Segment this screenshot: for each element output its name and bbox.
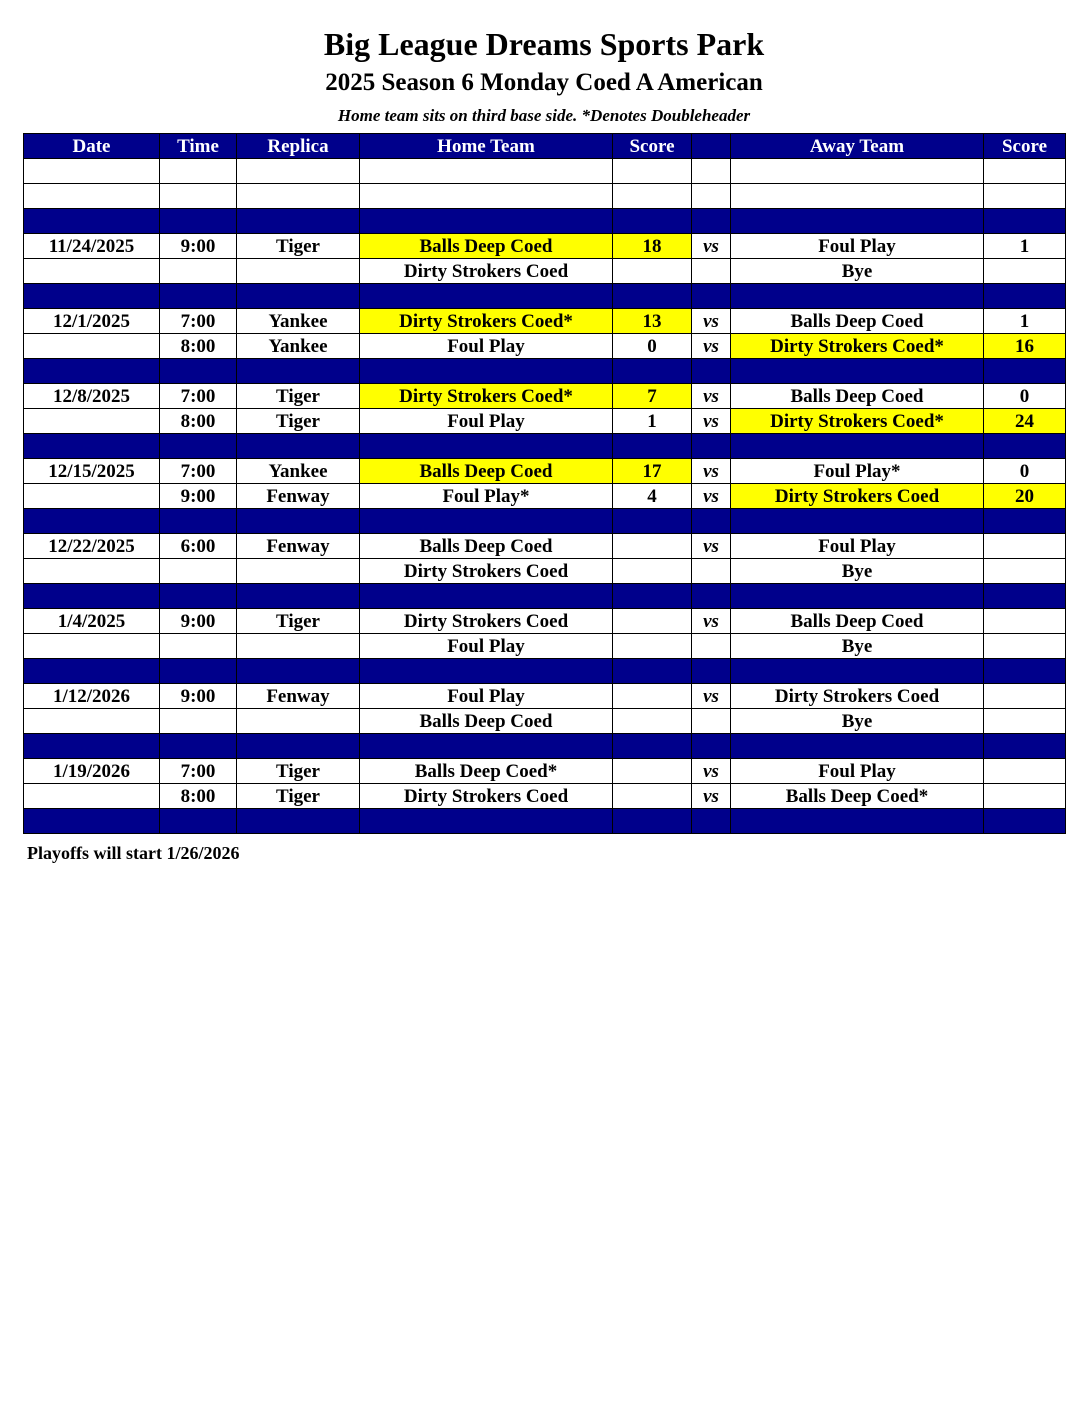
cell-vs <box>692 809 731 834</box>
cell-home-team <box>360 809 613 834</box>
cell-home-team <box>360 159 613 184</box>
separator-row <box>24 284 1066 309</box>
cell-replica: Tiger <box>237 409 360 434</box>
cell-away-score <box>984 209 1066 234</box>
cell-home-team <box>360 359 613 384</box>
cell-away-team <box>731 284 984 309</box>
cell-vs <box>692 584 731 609</box>
cell-vs: vs <box>692 459 731 484</box>
cell-vs: vs <box>692 759 731 784</box>
separator-row <box>24 734 1066 759</box>
cell-vs <box>692 359 731 384</box>
cell-home-team <box>360 734 613 759</box>
cell-time <box>160 359 237 384</box>
cell-away-team: Balls Deep Coed <box>731 609 984 634</box>
cell-home-score <box>613 584 692 609</box>
cell-date: 11/24/2025 <box>24 234 160 259</box>
page-title: Big League Dreams Sports Park <box>323 26 765 62</box>
cell-away-score: 24 <box>984 409 1066 434</box>
cell-replica <box>237 284 360 309</box>
cell-home-team: Dirty Strokers Coed <box>360 609 613 634</box>
cell-away-team: Dirty Strokers Coed <box>731 484 984 509</box>
cell-date: 12/8/2025 <box>24 384 160 409</box>
cell-away-score <box>984 784 1066 809</box>
cell-home-team: Dirty Strokers Coed* <box>360 384 613 409</box>
cell-away-team: Balls Deep Coed <box>731 384 984 409</box>
cell-home-score <box>613 734 692 759</box>
cell-time: 6:00 <box>160 534 237 559</box>
game-row <box>24 484 1066 509</box>
cell-home-score <box>613 809 692 834</box>
cell-vs: vs <box>692 684 731 709</box>
cell-vs: vs <box>692 534 731 559</box>
cell-vs: vs <box>692 784 731 809</box>
cell-away-team: Balls Deep Coed* <box>731 784 984 809</box>
cell-away-team <box>731 209 984 234</box>
cell-home-team <box>360 509 613 534</box>
cell-away-score <box>984 359 1066 384</box>
cell-time <box>160 159 237 184</box>
cell-replica: Fenway <box>237 534 360 559</box>
cell-away-score <box>984 534 1066 559</box>
cell-home-score: 1 <box>613 409 692 434</box>
cell-home-score: 17 <box>613 459 692 484</box>
page-subtitle: 2025 Season 6 Monday Coed A American <box>325 69 763 96</box>
cell-vs <box>692 259 731 284</box>
cell-away-team <box>731 659 984 684</box>
cell-away-team: Foul Play <box>731 759 984 784</box>
cell-home-team <box>360 184 613 209</box>
column-header-home-team: Home Team <box>360 134 613 159</box>
column-header-time: Time <box>160 134 237 159</box>
cell-vs: vs <box>692 309 731 334</box>
cell-home-score <box>613 434 692 459</box>
cell-vs: vs <box>692 234 731 259</box>
cell-home-score <box>613 634 692 659</box>
cell-vs <box>692 559 731 584</box>
playoffs-note: Playoffs will start 1/26/2026 <box>27 843 240 863</box>
cell-date: 12/22/2025 <box>24 534 160 559</box>
game-row <box>24 534 1066 559</box>
column-header-away-team: Away Team <box>731 134 984 159</box>
separator-row <box>24 659 1066 684</box>
cell-away-score <box>984 259 1066 284</box>
cell-replica <box>237 209 360 234</box>
cell-away-score <box>984 809 1066 834</box>
cell-away-score <box>984 634 1066 659</box>
cell-away-team: Dirty Strokers Coed <box>731 684 984 709</box>
cell-date <box>24 484 160 509</box>
cell-replica <box>237 659 360 684</box>
cell-replica: Yankee <box>237 459 360 484</box>
game-row <box>24 309 1066 334</box>
cell-away-team: Bye <box>731 259 984 284</box>
cell-away-score <box>984 559 1066 584</box>
cell-vs <box>692 634 731 659</box>
cell-replica: Yankee <box>237 334 360 359</box>
cell-away-team <box>731 509 984 534</box>
cell-time: 7:00 <box>160 309 237 334</box>
cell-home-team: Balls Deep Coed <box>360 459 613 484</box>
cell-home-team: Foul Play <box>360 334 613 359</box>
cell-home-score <box>613 359 692 384</box>
cell-home-score <box>613 709 692 734</box>
cell-replica <box>237 434 360 459</box>
cell-home-team: Balls Deep Coed* <box>360 759 613 784</box>
cell-date <box>24 359 160 384</box>
cell-home-team <box>360 659 613 684</box>
cell-time <box>160 209 237 234</box>
cell-away-team: Dirty Strokers Coed* <box>731 409 984 434</box>
game-row <box>24 384 1066 409</box>
cell-away-score: 1 <box>984 309 1066 334</box>
cell-home-score <box>613 209 692 234</box>
cell-date <box>24 159 160 184</box>
game-row <box>24 634 1066 659</box>
cell-home-team <box>360 584 613 609</box>
game-row <box>24 459 1066 484</box>
cell-away-team: Bye <box>731 559 984 584</box>
cell-date <box>24 434 160 459</box>
cell-vs <box>692 159 731 184</box>
cell-replica: Tiger <box>237 784 360 809</box>
column-header-away-score: Score <box>984 134 1066 159</box>
cell-away-score: 1 <box>984 234 1066 259</box>
cell-replica <box>237 359 360 384</box>
cell-away-score <box>984 709 1066 734</box>
cell-home-team: Balls Deep Coed <box>360 234 613 259</box>
cell-away-team: Balls Deep Coed <box>731 309 984 334</box>
cell-time <box>160 709 237 734</box>
cell-home-score <box>613 759 692 784</box>
cell-time <box>160 734 237 759</box>
cell-replica <box>237 734 360 759</box>
game-row <box>24 334 1066 359</box>
cell-date: 1/12/2026 <box>24 684 160 709</box>
cell-replica: Tiger <box>237 384 360 409</box>
cell-home-team: Dirty Strokers Coed <box>360 259 613 284</box>
cell-date <box>24 334 160 359</box>
game-row <box>24 709 1066 734</box>
cell-home-score <box>613 659 692 684</box>
cell-home-team: Foul Play* <box>360 484 613 509</box>
cell-away-score <box>984 609 1066 634</box>
table-header-row <box>24 134 1066 159</box>
cell-date <box>24 559 160 584</box>
game-row <box>24 409 1066 434</box>
cell-home-score: 0 <box>613 334 692 359</box>
cell-home-score <box>613 159 692 184</box>
cell-time: 9:00 <box>160 234 237 259</box>
cell-away-team: Foul Play* <box>731 459 984 484</box>
game-row <box>24 684 1066 709</box>
cell-vs: vs <box>692 334 731 359</box>
cell-vs <box>692 284 731 309</box>
game-row <box>24 784 1066 809</box>
game-row <box>24 559 1066 584</box>
cell-replica <box>237 159 360 184</box>
cell-home-team: Balls Deep Coed <box>360 709 613 734</box>
cell-replica: Fenway <box>237 684 360 709</box>
cell-replica: Fenway <box>237 484 360 509</box>
cell-vs: vs <box>692 384 731 409</box>
blank-row <box>24 184 1066 209</box>
separator-row <box>24 509 1066 534</box>
cell-time <box>160 659 237 684</box>
cell-away-score <box>984 584 1066 609</box>
cell-date <box>24 584 160 609</box>
cell-vs <box>692 184 731 209</box>
cell-time <box>160 284 237 309</box>
cell-replica <box>237 634 360 659</box>
cell-replica <box>237 509 360 534</box>
cell-time <box>160 259 237 284</box>
cell-date <box>24 184 160 209</box>
separator-row <box>24 809 1066 834</box>
game-row <box>24 234 1066 259</box>
cell-home-score: 4 <box>613 484 692 509</box>
cell-replica <box>237 259 360 284</box>
cell-time <box>160 434 237 459</box>
game-row <box>24 609 1066 634</box>
cell-home-score <box>613 684 692 709</box>
cell-vs: vs <box>692 484 731 509</box>
cell-away-team: Bye <box>731 709 984 734</box>
cell-vs: vs <box>692 609 731 634</box>
cell-time: 9:00 <box>160 684 237 709</box>
cell-home-team: Dirty Strokers Coed* <box>360 309 613 334</box>
cell-home-team <box>360 434 613 459</box>
cell-replica <box>237 709 360 734</box>
cell-time <box>160 809 237 834</box>
cell-date: 12/15/2025 <box>24 459 160 484</box>
cell-time <box>160 184 237 209</box>
cell-vs: vs <box>692 409 731 434</box>
separator-row <box>24 434 1066 459</box>
cell-home-team: Dirty Strokers Coed <box>360 784 613 809</box>
cell-time: 7:00 <box>160 384 237 409</box>
cell-time <box>160 509 237 534</box>
cell-date <box>24 209 160 234</box>
cell-date <box>24 709 160 734</box>
game-row <box>24 759 1066 784</box>
separator-row <box>24 584 1066 609</box>
cell-away-score: 0 <box>984 384 1066 409</box>
cell-away-team <box>731 359 984 384</box>
cell-away-score <box>984 434 1066 459</box>
cell-home-score <box>613 259 692 284</box>
cell-vs <box>692 434 731 459</box>
cell-away-score <box>984 684 1066 709</box>
cell-home-score: 18 <box>613 234 692 259</box>
cell-away-score <box>984 284 1066 309</box>
cell-home-team <box>360 284 613 309</box>
cell-away-score <box>984 759 1066 784</box>
cell-home-score <box>613 609 692 634</box>
cell-date <box>24 734 160 759</box>
cell-home-team: Balls Deep Coed <box>360 534 613 559</box>
column-header-vs <box>692 134 731 159</box>
cell-away-team: Foul Play <box>731 534 984 559</box>
cell-replica: Yankee <box>237 309 360 334</box>
cell-replica: Tiger <box>237 234 360 259</box>
cell-replica: Tiger <box>237 759 360 784</box>
cell-away-score <box>984 734 1066 759</box>
cell-date <box>24 409 160 434</box>
cell-date <box>24 259 160 284</box>
cell-away-team <box>731 434 984 459</box>
cell-date <box>24 809 160 834</box>
cell-away-score <box>984 509 1066 534</box>
cell-date <box>24 659 160 684</box>
game-row <box>24 259 1066 284</box>
cell-home-team <box>360 209 613 234</box>
cell-home-score: 13 <box>613 309 692 334</box>
cell-away-team <box>731 809 984 834</box>
cell-time: 8:00 <box>160 409 237 434</box>
cell-date <box>24 784 160 809</box>
schedule-note: Home team sits on third base side. *Denotes Doubleheader <box>337 106 751 125</box>
separator-row <box>24 209 1066 234</box>
cell-replica <box>237 184 360 209</box>
cell-date: 12/1/2025 <box>24 309 160 334</box>
cell-away-team: Bye <box>731 634 984 659</box>
cell-away-team <box>731 584 984 609</box>
cell-away-score: 0 <box>984 459 1066 484</box>
cell-time <box>160 584 237 609</box>
cell-replica <box>237 809 360 834</box>
cell-vs <box>692 659 731 684</box>
cell-date: 1/4/2025 <box>24 609 160 634</box>
cell-time: 8:00 <box>160 334 237 359</box>
cell-away-score: 20 <box>984 484 1066 509</box>
cell-time <box>160 634 237 659</box>
cell-replica <box>237 559 360 584</box>
cell-date <box>24 509 160 534</box>
cell-replica <box>237 584 360 609</box>
column-header-replica: Replica <box>237 134 360 159</box>
cell-time: 9:00 <box>160 609 237 634</box>
cell-away-team: Foul Play <box>731 234 984 259</box>
cell-away-team: Dirty Strokers Coed* <box>731 334 984 359</box>
cell-time: 9:00 <box>160 484 237 509</box>
cell-date <box>24 284 160 309</box>
cell-time: 8:00 <box>160 784 237 809</box>
cell-time <box>160 559 237 584</box>
cell-away-team <box>731 184 984 209</box>
cell-home-score <box>613 184 692 209</box>
cell-away-team <box>731 159 984 184</box>
cell-away-score <box>984 184 1066 209</box>
cell-home-team: Foul Play <box>360 684 613 709</box>
cell-home-team: Dirty Strokers Coed <box>360 559 613 584</box>
cell-date <box>24 634 160 659</box>
cell-home-score: 7 <box>613 384 692 409</box>
cell-away-score: 16 <box>984 334 1066 359</box>
cell-away-score <box>984 659 1066 684</box>
cell-date: 1/19/2026 <box>24 759 160 784</box>
cell-time: 7:00 <box>160 759 237 784</box>
schedule-body <box>24 159 1066 834</box>
cell-time: 7:00 <box>160 459 237 484</box>
blank-row <box>24 159 1066 184</box>
column-header-home-score: Score <box>613 134 692 159</box>
cell-away-score <box>984 159 1066 184</box>
cell-replica: Tiger <box>237 609 360 634</box>
cell-home-score <box>613 559 692 584</box>
schedule-table <box>23 133 1066 834</box>
cell-home-score <box>613 509 692 534</box>
cell-home-score <box>613 534 692 559</box>
cell-home-team: Foul Play <box>360 409 613 434</box>
cell-vs <box>692 709 731 734</box>
separator-row <box>24 359 1066 384</box>
cell-vs <box>692 209 731 234</box>
cell-away-team <box>731 734 984 759</box>
cell-home-team: Foul Play <box>360 634 613 659</box>
column-header-date: Date <box>24 134 160 159</box>
cell-home-score <box>613 284 692 309</box>
cell-home-score <box>613 784 692 809</box>
cell-vs <box>692 734 731 759</box>
cell-vs <box>692 509 731 534</box>
